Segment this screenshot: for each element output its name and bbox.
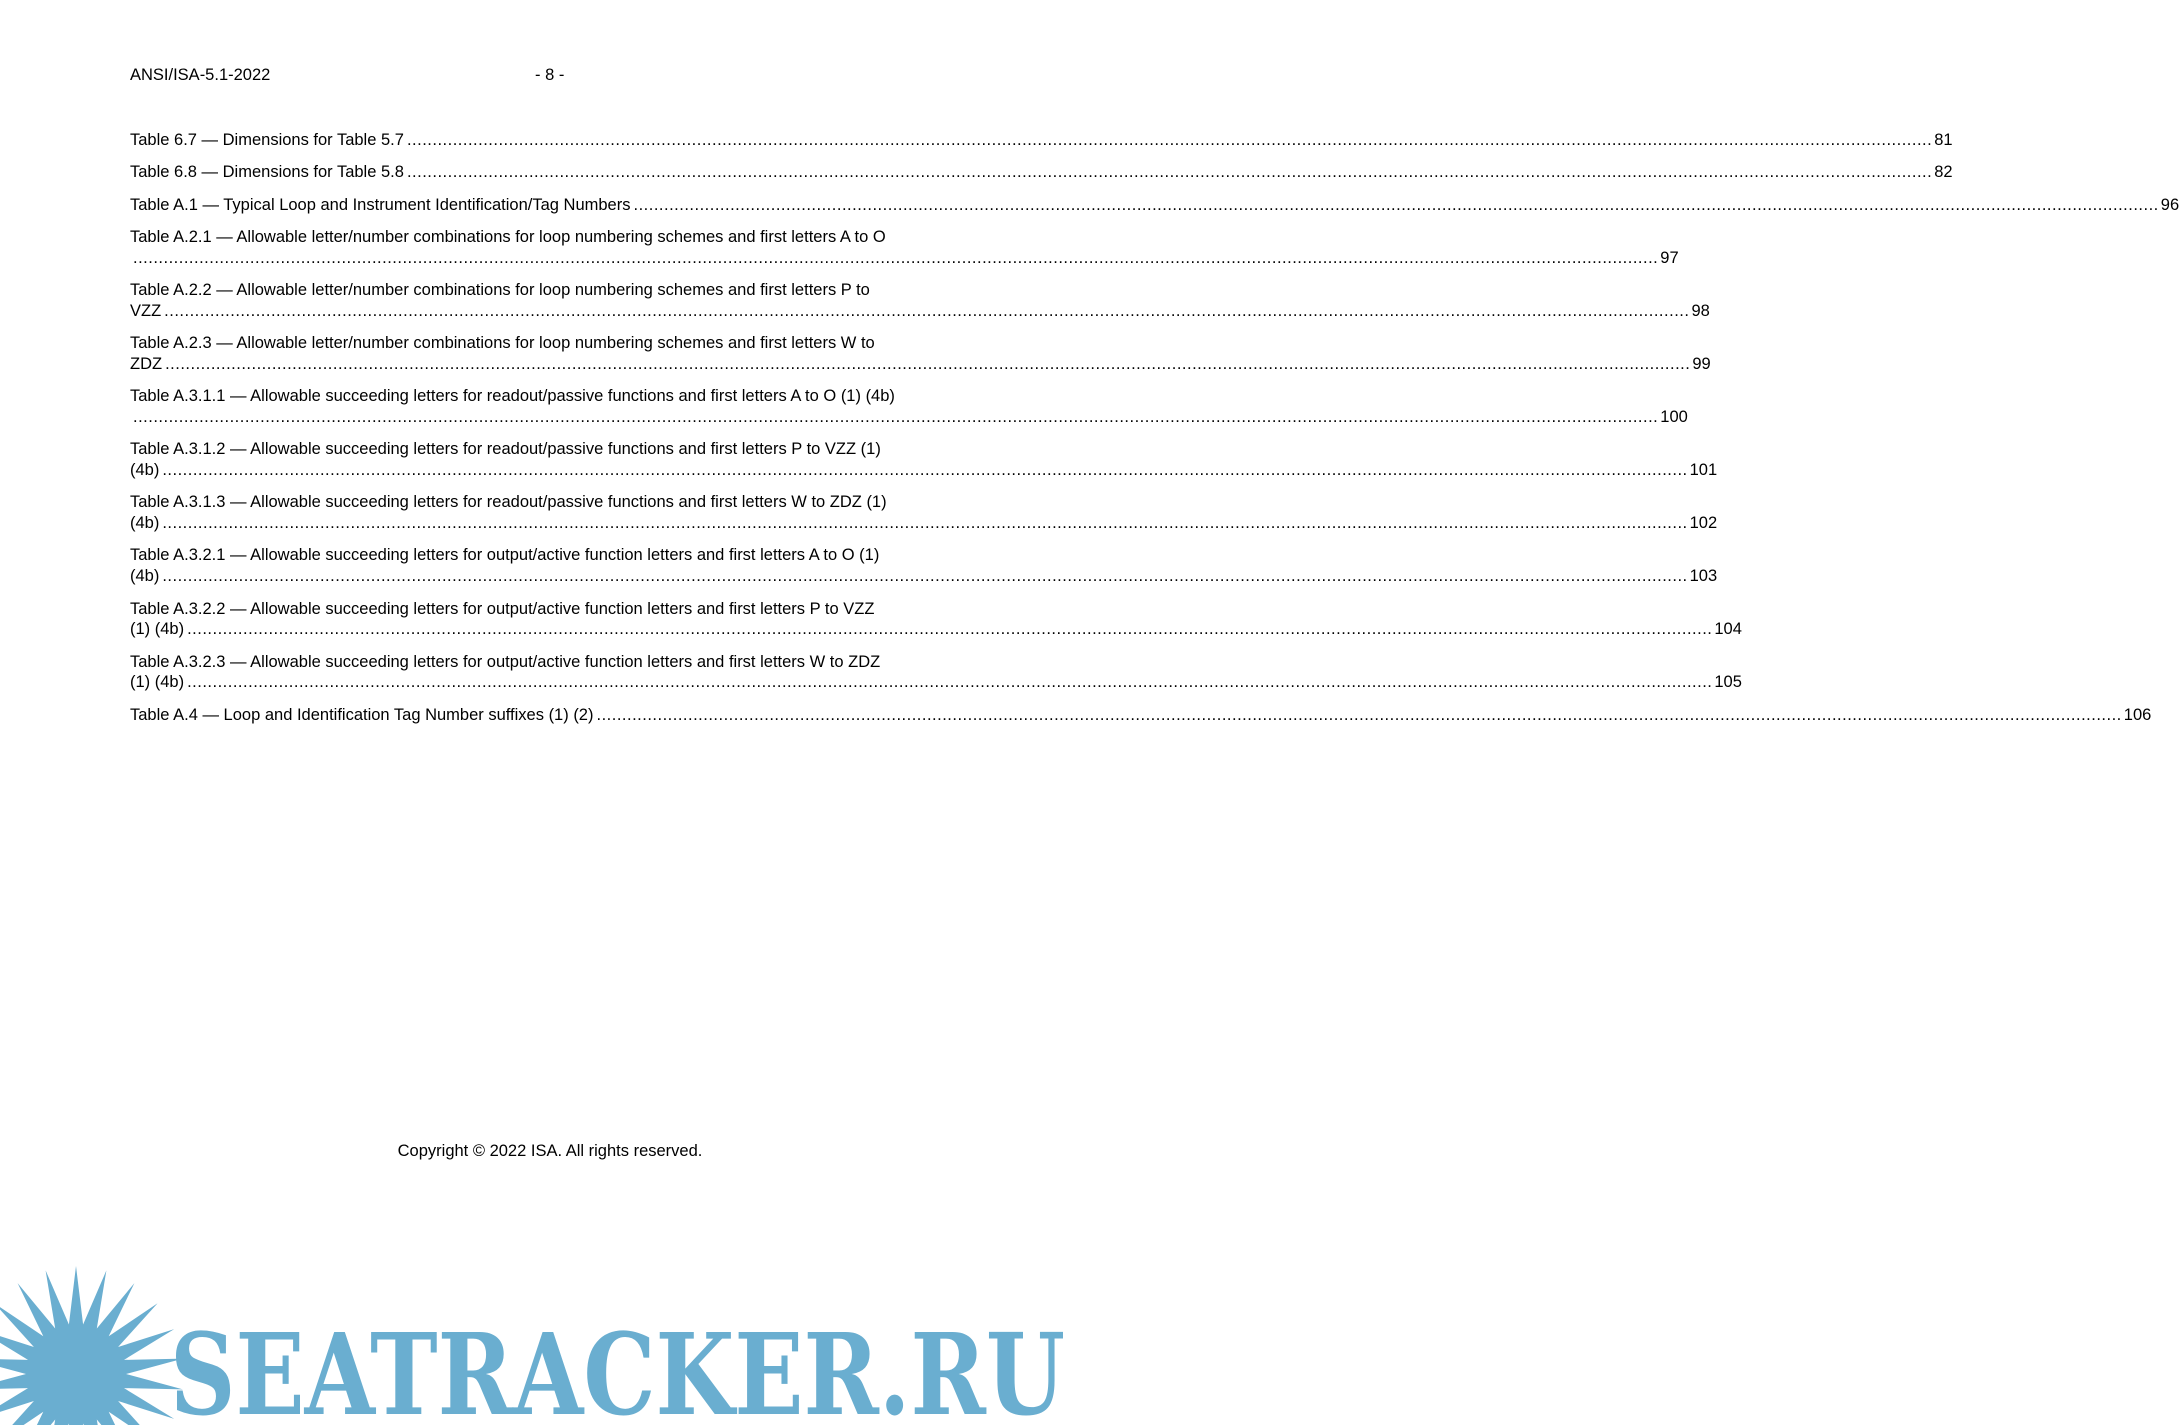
toc-leader-dots <box>187 672 1712 693</box>
toc-entry[interactable] <box>130 439 1718 481</box>
toc-leader-dots <box>596 705 2121 726</box>
toc-page-number: 102 <box>1689 514 1718 533</box>
toc-entry[interactable] <box>130 386 1688 428</box>
toc-entry-title: ZDZ <box>130 354 163 373</box>
toc-leader-dots <box>164 301 1689 322</box>
toc-entry[interactable] <box>130 333 1711 375</box>
toc-page-number: 101 <box>1689 461 1718 480</box>
toc-page-number: 81 <box>1934 131 1953 149</box>
watermark <box>0 1262 1080 1425</box>
toc-leader-dots <box>162 460 1687 481</box>
toc-entry[interactable] <box>130 492 1718 534</box>
page-header <box>130 66 970 86</box>
toc-entry-title: Table 6.7 — Dimensions for Table 5.7 <box>130 131 404 149</box>
page-number: - 8 - <box>535 66 565 84</box>
toc-page-number: 82 <box>1934 163 1953 182</box>
toc-leader-dots <box>165 354 1690 375</box>
toc-entry-title: (4b) <box>130 461 160 480</box>
toc-entry-title: Table A.1 — Typical Loop and Instrument Identification/Tag Numbers <box>130 195 631 214</box>
toc-entry-title: Table A.4 — Loop and Identification Tag Number suffixes (1) (2) <box>130 705 594 724</box>
sun-icon <box>0 1266 183 1425</box>
toc-entry[interactable] <box>130 280 1710 322</box>
copyright-notice: Copyright © 2022 ISA. All rights reserved. <box>397 1142 703 1160</box>
toc-entry-title: Table A.3.1.2 — Allowable succeeding letters for readout/passive functions and first letters P to VZZ (1) <box>130 440 881 459</box>
toc-leader-dots <box>187 619 1712 640</box>
document-id: ANSI/ISA-5.1-2022 <box>130 66 271 84</box>
toc-entry-title: Table A.2.3 — Allowable letter/number combinations for loop numbering schemes and first letters W to <box>130 334 875 353</box>
toc-page-number: 100 <box>1660 407 1688 426</box>
toc-entry-title: Table A.3.1.3 — Allowable succeeding letters for readout/passive functions and first letters W to ZDZ (1) <box>130 493 887 512</box>
toc-page-number: 97 <box>1660 248 1679 267</box>
toc-page-number: 103 <box>1689 567 1718 586</box>
toc-leader-dots <box>407 130 1932 151</box>
toc-entry-title: Table A.2.1 — Allowable letter/number combinations for loop numbering schemes and first letters A to O <box>130 227 886 246</box>
toc-entry[interactable] <box>130 545 1718 587</box>
toc-entry-title: (1) (4b) <box>130 673 185 692</box>
toc-page-number: 106 <box>2123 705 2152 724</box>
toc-page-number: 96 <box>2160 195 2179 214</box>
toc-entry[interactable] <box>130 652 1742 694</box>
toc-entry[interactable] <box>130 162 1953 183</box>
toc-entry[interactable] <box>130 599 1742 641</box>
toc-page-number: 99 <box>1692 354 1711 373</box>
table-of-contents <box>130 130 2179 737</box>
toc-entry-title: Table A.3.2.2 — Allowable succeeding letters for output/active function letters and first letters P to VZZ <box>130 599 875 618</box>
toc-page-number: 105 <box>1714 673 1742 692</box>
toc-leader-dots <box>633 195 2158 216</box>
toc-leader-dots <box>407 162 1932 183</box>
toc-page-number: 98 <box>1691 301 1710 320</box>
toc-entry[interactable] <box>130 195 2179 216</box>
toc-entry[interactable] <box>130 227 1679 269</box>
toc-page-number: 104 <box>1714 620 1742 639</box>
toc-entry-title: (4b) <box>130 514 160 533</box>
watermark-text: SEATRACKER.RU <box>170 1310 1065 1425</box>
toc-entry[interactable] <box>130 705 2152 726</box>
toc-leader-dots <box>162 513 1687 534</box>
toc-entry-title: Table A.3.1.1 — Allowable succeeding letters for readout/passive functions and first letters A to O (1) (4b) <box>130 387 895 406</box>
toc-entry-title: Table A.2.2 — Allowable letter/number combinations for loop numbering schemes and first letters P to <box>130 280 870 299</box>
toc-entry-title: Table A.3.2.1 — Allowable succeeding letters for output/active function letters and first letters A to O (1) <box>130 546 880 565</box>
toc-entry-title: Table A.3.2.3 — Allowable succeeding letters for output/active function letters and first letters W to ZDZ <box>130 652 881 671</box>
toc-leader-dots <box>133 407 1658 428</box>
toc-entry-title: VZZ <box>130 301 162 320</box>
toc-entry[interactable] <box>130 130 1953 151</box>
toc-leader-dots <box>162 566 1687 587</box>
toc-entry-title: (4b) <box>130 567 160 586</box>
toc-leader-dots <box>133 248 1658 269</box>
toc-entry-title: Table 6.8 — Dimensions for Table 5.8 <box>130 163 404 182</box>
toc-entry-title: (1) (4b) <box>130 620 185 639</box>
